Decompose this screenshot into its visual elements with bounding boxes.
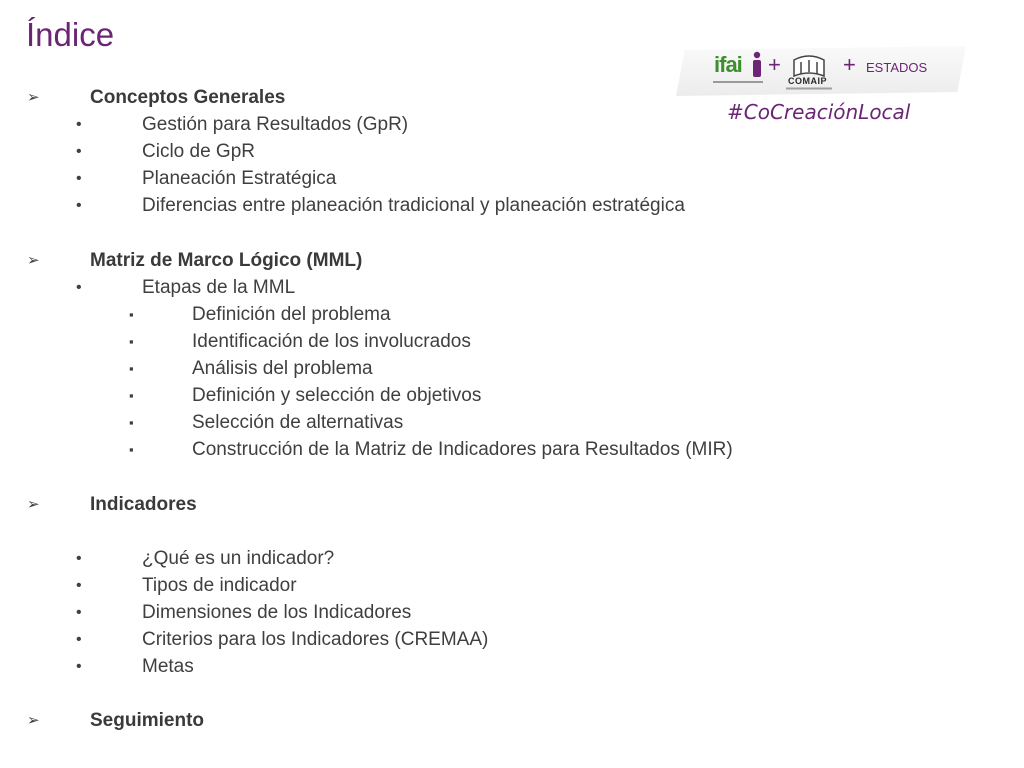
list-item — [0, 547, 900, 571]
item-text: Identificación de los involucrados — [192, 330, 471, 352]
plus-sign: + — [843, 52, 856, 77]
section-title: Conceptos Generales — [90, 87, 286, 108]
bullet-icon: • — [76, 549, 82, 567]
item-text: Definición y selección de objetivos — [192, 385, 482, 407]
item-text: Ciclo de GpR — [142, 141, 255, 163]
list-item — [0, 574, 900, 598]
bullet-icon: • — [76, 658, 82, 676]
item-text: Selección de alternativas — [192, 412, 404, 434]
list-item — [0, 113, 900, 137]
item-text: ¿Qué es un indicador? — [142, 547, 335, 569]
square-bullet-icon: ▪ — [129, 361, 134, 376]
spacer — [0, 682, 900, 706]
item-text: Tipos de indicador — [142, 574, 297, 596]
arrow-bullet-icon: ➢ — [27, 89, 40, 106]
bullet-icon: • — [76, 143, 82, 161]
item-text: Planeación Estratégica — [142, 168, 337, 190]
list-item — [0, 167, 900, 191]
item-text: Gestión para Resultados (GpR) — [142, 114, 409, 136]
list-item — [0, 357, 900, 381]
item-text: Análisis del problema — [192, 358, 373, 379]
square-bullet-icon: ▪ — [129, 306, 134, 322]
list-item — [0, 628, 900, 652]
square-bullet-icon: ▪ — [129, 388, 134, 404]
list-item — [0, 655, 900, 679]
section-heading — [0, 493, 900, 517]
section-heading — [0, 709, 900, 733]
list-item — [0, 601, 900, 625]
list-item — [0, 411, 900, 435]
section-title: Seguimiento — [90, 710, 205, 732]
bullet-icon: • — [76, 116, 82, 134]
spacer — [0, 222, 900, 246]
ifai-tagline-graphic — [713, 80, 763, 84]
list-item — [0, 303, 900, 327]
square-bullet-icon: ▪ — [129, 415, 134, 431]
spacer — [0, 465, 900, 489]
list-item — [0, 194, 900, 218]
list-item — [0, 330, 900, 354]
bullet-icon: • — [76, 170, 82, 188]
arrow-bullet-icon: ➢ — [27, 712, 40, 730]
ifai-logo: ifai — [714, 52, 742, 77]
arrow-bullet-icon: ➢ — [27, 495, 40, 513]
comaip-emblem-icon — [792, 52, 826, 78]
list-item — [0, 140, 900, 164]
plus-sign: + — [768, 52, 781, 77]
bullet-icon: • — [76, 197, 82, 215]
item-text: Diferencias entre planeación tradicional y planeación estratégica — [142, 195, 685, 217]
bullet-icon: • — [76, 631, 82, 648]
comaip-logo: COMAIP — [788, 76, 827, 86]
item-text: Etapas de la MML — [142, 276, 296, 298]
list-item — [0, 276, 900, 300]
item-text: Dimensiones de los Indicadores — [142, 601, 412, 623]
spacer — [0, 520, 900, 544]
bullet-icon: • — [76, 603, 82, 621]
item-text: Construcción de la Matriz de Indicadores para Resultados (MIR) — [192, 439, 733, 461]
section-heading — [0, 249, 900, 273]
person-icon — [750, 51, 764, 79]
item-text: Metas — [142, 656, 194, 678]
section-title: Indicadores — [90, 493, 197, 515]
section-title: Matriz de Marco Lógico (MML) — [90, 249, 363, 271]
section-heading — [0, 86, 900, 110]
square-bullet-icon: ▪ — [129, 333, 134, 349]
page-title: Índice — [26, 16, 115, 53]
hashtag-label: #CoCreaciónLocal — [727, 100, 911, 124]
bullet-icon: • — [76, 278, 82, 296]
estados-label: ESTADOS — [866, 60, 928, 75]
list-item — [0, 384, 900, 408]
list-item — [0, 438, 900, 462]
arrow-bullet-icon: ➢ — [27, 251, 40, 269]
item-text: Definición del problema — [192, 303, 391, 325]
square-bullet-icon: ▪ — [129, 442, 134, 458]
bullet-icon: • — [76, 576, 82, 594]
item-text: Criterios para los Indicadores (CREMAA) — [142, 629, 489, 650]
